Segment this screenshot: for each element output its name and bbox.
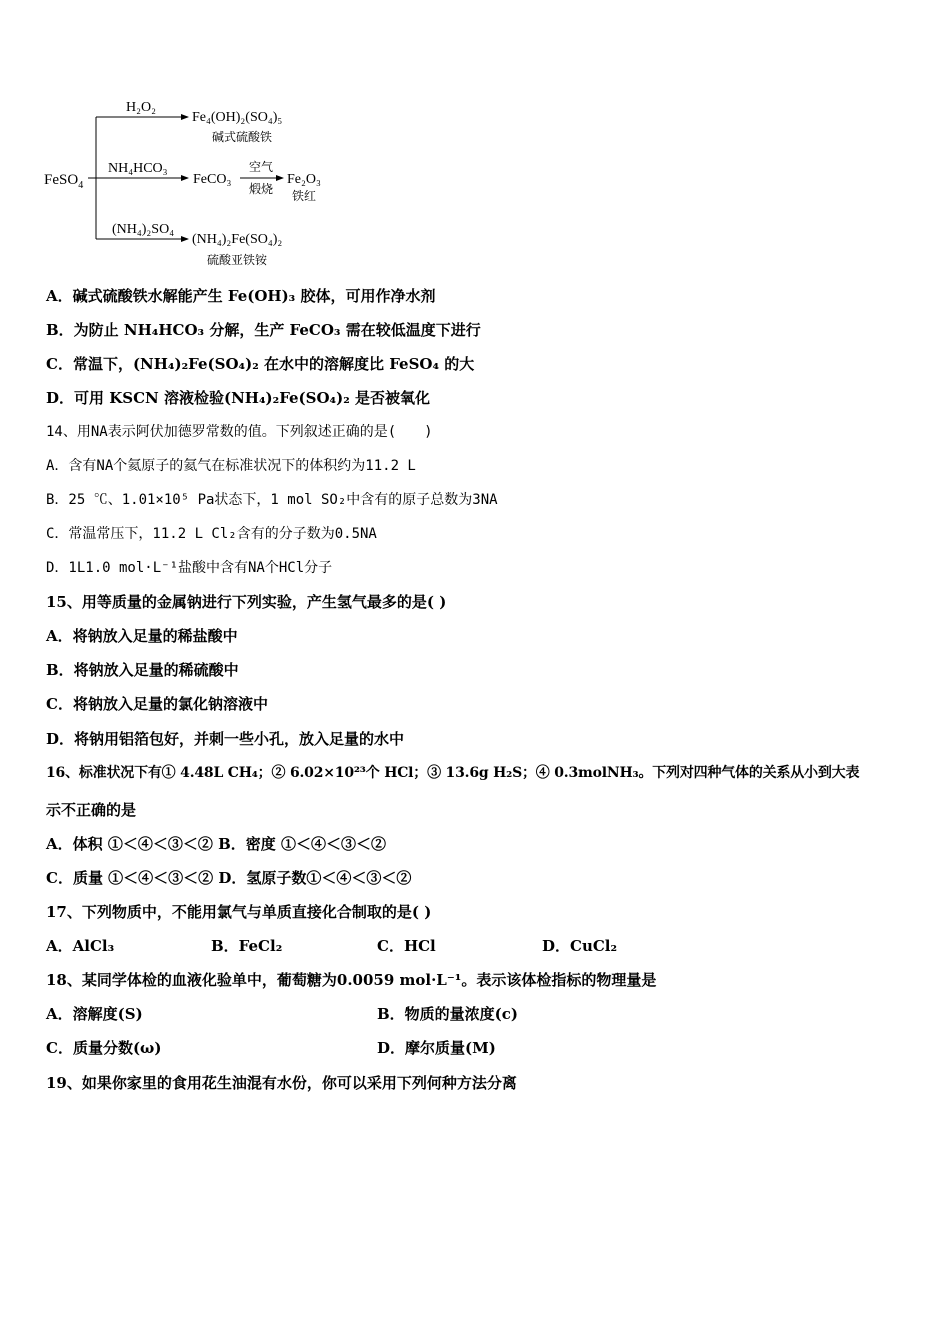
product-feco3: FeCO₃ [193, 172, 232, 187]
name-basic-ferric-sulfate: 碱式硫酸铁 [212, 130, 273, 144]
reaction-flow-diagram [40, 92, 370, 272]
start-compound: FeSO$_4$ [44, 172, 84, 191]
q15-option-d: D．将钠用铝箔包好，并刺一些小孔，放入足量的水中 [46, 730, 405, 748]
reagent-nh4hco3: NH₄HCO₃ [108, 161, 168, 176]
q18-option-d: D．摩尔质量(M) [377, 1039, 496, 1057]
q17-option-a: A．AlCl₃ [46, 937, 115, 955]
q16-options-ab: A．体积 ①＜④＜③＜② B．密度 ①＜④＜③＜② [46, 835, 386, 853]
q17-option-d: D．CuCl₂ [542, 937, 618, 955]
product-basic-ferric-sulfate: Fe₄(OH)₂(SO₄)₅ [192, 110, 283, 125]
q15-stem: 15、用等质量的金属钠进行下列实验，产生氢气最多的是( ) [46, 593, 447, 611]
q18-option-b: B．物质的量浓度(c) [377, 1005, 519, 1023]
q17-stem: 17、下列物质中，不能用氯气与单质直接化合制取的是( ) [46, 903, 432, 921]
q18-option-c: C．质量分数(ω) [46, 1039, 162, 1057]
q19-stem: 19、如果你家里的食用花生油混有水份，你可以采用下列何种方法分离 [46, 1074, 517, 1092]
q18-stem: 18、某同学体检的血液化验单中，葡萄糖为0.0059 mol·L⁻¹。表示该体检指标的物理量是 [46, 971, 657, 989]
name-ammonium-ferrous-sulfate: 硫酸亚铁铵 [207, 253, 268, 267]
q15-option-a: A．将钠放入足量的稀盐酸中 [46, 627, 238, 645]
q14-stem: 14、用NA表示阿伏加德罗常数的值。下列叙述正确的是( ) [46, 424, 433, 440]
q18-option-a: A．溶解度(S) [46, 1005, 143, 1023]
q14-option-a: A．含有NA个氦原子的氦气在标准状况下的体积约为11.2 L [46, 458, 416, 474]
q16-stem-line2: 示不正确的是 [46, 801, 137, 819]
step-air: 空气 [249, 160, 274, 174]
step-calcine: 煅烧 [249, 182, 274, 196]
q14-option-c: C．常温常压下，11.2 L Cl₂含有的分子数为0.5NA [46, 526, 377, 542]
q13-option-d: D．可用 KSCN 溶液检验(NH₄)₂Fe(SO₄)₂ 是否被氧化 [46, 389, 431, 407]
q17-option-b: B．FeCl₂ [211, 937, 283, 955]
q13-option-b: B．为防止 NH₄HCO₃ 分解，生产 FeCO₃ 需在较低温度下进行 [46, 321, 481, 339]
q14-option-d: D．1L1.0 mol·L⁻¹盐酸中含有NA个HCl分子 [46, 560, 333, 576]
q13-option-c: C．常温下，(NH₄)₂Fe(SO₄)₂ 在水中的溶解度比 FeSO₄ 的大 [46, 355, 475, 373]
q16-stem-line1: 16、标准状况下有① 4.48L CH₄；② 6.02×10²³个 HCl；③ 13.6g H₂S；④ 0.3molNH₃。下列对四种气体的关系从小到大表 [46, 765, 860, 781]
q17-option-c: C．HCl [377, 937, 436, 955]
product-fe2o3: Fe₂O₃ [287, 172, 321, 187]
q13-option-a: A．碱式硫酸铁水解能产生 Fe(OH)₃ 胶体，可用作净水剂 [46, 287, 436, 305]
q15-option-b: B．将钠放入足量的稀硫酸中 [46, 661, 239, 679]
q15-option-c: C．将钠放入足量的氯化钠溶液中 [46, 695, 268, 713]
q16-options-cd: C．质量 ①＜④＜③＜② D．氢原子数①＜④＜③＜② [46, 869, 412, 887]
reagent-h2o2: H₂O₂ [126, 100, 156, 115]
q14-option-b: B．25 ℃、1.01×10⁵ Pa状态下，1 mol SO₂中含有的原子总数为3NA [46, 492, 498, 508]
name-iron-red: 铁红 [292, 189, 317, 203]
product-ammonium-ferrous-sulfate: (NH₄)₂Fe(SO₄)₂ [192, 232, 283, 247]
reagent-nh4-2so4: (NH₄)₂SO₄ [112, 222, 175, 237]
